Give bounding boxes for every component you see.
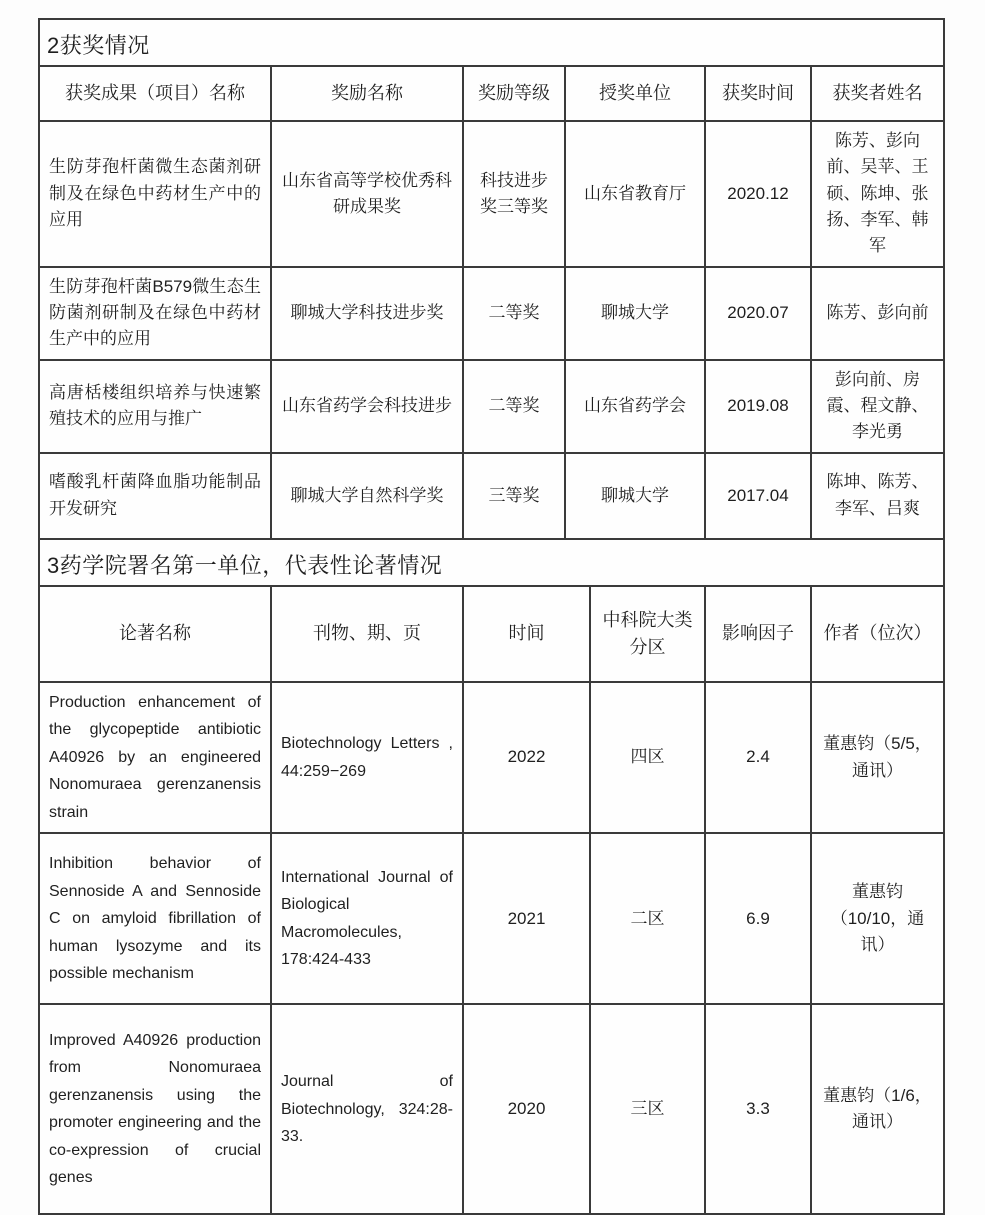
cell-award-name: 山东省药学会科技进步 xyxy=(272,361,464,452)
cell-awardees: 陈芳、彭向前、吴苹、王硕、陈坤、张扬、李军、韩军 xyxy=(826,131,929,256)
cell-award-project-name: 生防芽孢杆菌B579微生态生防菌剂研制及在绿色中药材生产中的应用 xyxy=(40,268,272,359)
header-award-unit: 授奖单位 xyxy=(566,67,706,120)
cell-journal: Journal of Biotechnology, 324:28-33. xyxy=(272,1005,464,1213)
publications-header-row xyxy=(40,587,943,683)
awards-header-row xyxy=(40,67,943,122)
cell-cas-zone: 三区 xyxy=(591,1005,706,1213)
header-award-date: 获奖时间 xyxy=(706,67,812,120)
cell-authors: 董惠钧（10/10，通讯） xyxy=(830,882,925,955)
cell-cas-zone: 二区 xyxy=(591,834,706,1003)
cell-award-date: 2020.12 xyxy=(706,122,812,266)
publications-section-title: 3药学院署名第一单位，代表性论著情况 xyxy=(40,540,943,587)
cell-paper-title: Inhibition behavior of Sennoside A and Sennoside C on amyloid fibrillation of human lysozyme and its possible mechanism xyxy=(40,834,272,1003)
cell-year: 2021 xyxy=(464,834,591,1003)
cell-award-name: 山东省高等学校优秀科研成果奖 xyxy=(272,122,464,266)
cell-award-unit: 山东省教育厅 xyxy=(566,122,706,266)
cell-award-project-name: 生防芽孢杆菌微生态菌剂研制及在绿色中药材生产中的应用 xyxy=(40,122,272,266)
header-award-level: 奖励等级 xyxy=(464,67,566,120)
header-authors: 作者（位次） xyxy=(823,623,932,644)
cell-authors: 董惠钧（1/6，通讯） xyxy=(823,1086,932,1132)
cell-award-date: 2017.04 xyxy=(706,454,812,538)
cell-impact-factor: 2.4 xyxy=(706,683,812,833)
cell-awardees: 彭向前、房霞、程文静、李光勇 xyxy=(826,369,929,442)
award-row xyxy=(40,361,943,454)
header-award-project-name: 获奖成果（项目）名称 xyxy=(40,67,272,120)
cell-year: 2022 xyxy=(464,683,591,833)
cell-award-unit: 山东省药学会 xyxy=(566,361,706,452)
cell-impact-factor: 6.9 xyxy=(706,834,812,1003)
awards-section-title: 2获奖情况 xyxy=(40,20,943,67)
header-paper-title: 论著名称 xyxy=(40,587,272,681)
header-awardees: 获奖者姓名 xyxy=(832,83,923,103)
cell-award-project-name: 嗜酸乳杆菌降血脂功能制品开发研究 xyxy=(40,454,272,538)
award-row xyxy=(40,454,943,540)
cell-paper-title: Improved A40926 production from Nonomuraea gerenzanensis using the promoter engineering and the co-expression of crucial genes xyxy=(40,1005,272,1213)
cell-awardees: 陈坤、陈芳、李军、吕爽 xyxy=(826,472,929,518)
cell-award-name: 聊城大学科技进步奖 xyxy=(272,268,464,359)
cell-awardees: 陈芳、彭向前 xyxy=(826,303,929,323)
cell-award-date: 2019.08 xyxy=(706,361,812,452)
cell-award-unit: 聊城大学 xyxy=(566,454,706,538)
publication-row xyxy=(40,834,943,1005)
header-impact-factor: 影响因子 xyxy=(706,587,812,681)
cell-year: 2020 xyxy=(464,1005,591,1213)
cell-authors: 董惠钧（5/5，通讯） xyxy=(823,734,932,780)
header-award-name: 奖励名称 xyxy=(272,67,464,120)
cell-award-level: 二等奖 xyxy=(464,361,566,452)
header-journal: 刊物、期、页 xyxy=(272,587,464,681)
cell-award-date: 2020.07 xyxy=(706,268,812,359)
cell-award-level: 二等奖 xyxy=(464,268,566,359)
publication-row xyxy=(40,1005,943,1213)
cell-journal: International Journal of Biological Macromolecules, 178:424-433 xyxy=(272,834,464,1003)
cell-award-project-name: 高唐栝楼组织培养与快速繁殖技术的应用与推广 xyxy=(40,361,272,452)
header-cas-zone: 中科院大类分区 xyxy=(591,587,706,681)
award-row xyxy=(40,122,943,268)
cell-paper-title: Production enhancement of the glycopeptide antibiotic A40926 by an engineered Nonomuraea gerenzanensis strain xyxy=(40,683,272,833)
cell-cas-zone: 四区 xyxy=(591,683,706,833)
document-page xyxy=(38,18,945,1215)
cell-impact-factor: 3.3 xyxy=(706,1005,812,1213)
publication-row xyxy=(40,683,943,835)
header-year: 时间 xyxy=(464,587,591,681)
cell-award-level: 科技进步奖三等奖 xyxy=(464,122,566,266)
cell-award-unit: 聊城大学 xyxy=(566,268,706,359)
cell-award-name: 聊城大学自然科学奖 xyxy=(272,454,464,538)
cell-award-level: 三等奖 xyxy=(464,454,566,538)
award-row xyxy=(40,268,943,361)
cell-journal: Biotechnology Letters , 44:259−269 xyxy=(272,683,464,833)
